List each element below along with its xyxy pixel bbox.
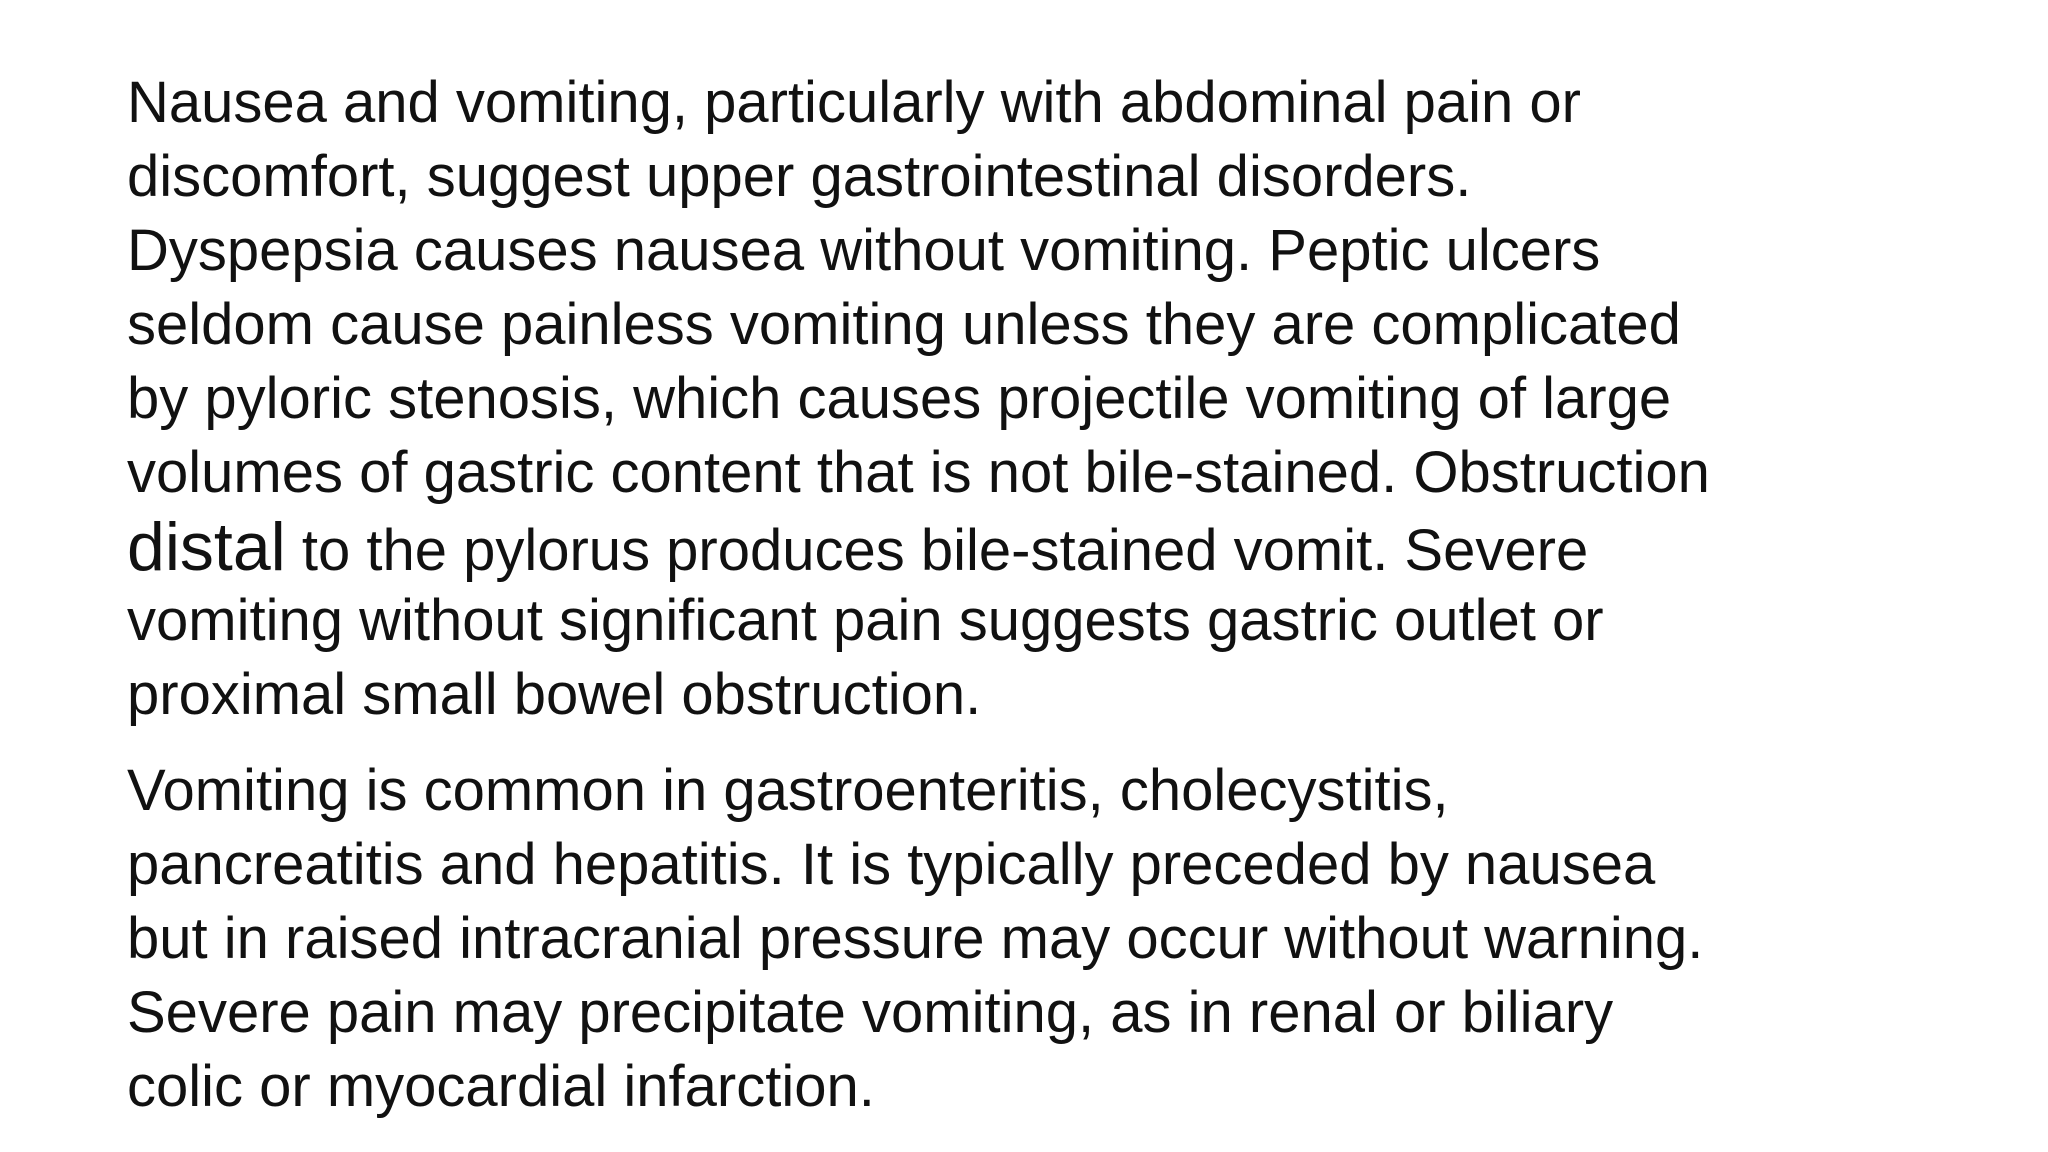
paragraph-1-line: volumes of gastric content that is not bile-stained. Obstruction (127, 440, 1710, 505)
slide-text-body (127, 66, 1947, 1124)
paragraph-1-line: proximal small bowel obstruction. (127, 662, 982, 727)
paragraph-2-line: Severe pain may precipitate vomiting, as in renal or biliary (127, 980, 1614, 1045)
paragraph-1-line: Dyspepsia causes nausea without vomiting. Peptic ulcers (127, 218, 1601, 283)
emphasized-word: distal (127, 509, 286, 585)
paragraph-2-line: colic or myocardial infarction. (127, 1054, 875, 1119)
paragraph-1-line (127, 510, 1947, 584)
paragraph-1 (127, 66, 1947, 732)
paragraph-1-line: by pyloric stenosis, which causes projectile vomiting of large (127, 366, 1672, 431)
paragraph-1-line: seldom cause painless vomiting unless they are complicated (127, 292, 1681, 357)
paragraph-2-line: pancreatitis and hepatitis. It is typically preceded by nausea (127, 832, 1656, 897)
paragraph-1-line: discomfort, suggest upper gastrointestinal disorders. (127, 144, 1472, 209)
line-continuation: to the pylorus produces bile-stained vomit. Severe (285, 518, 1589, 583)
paragraph-1-line: Nausea and vomiting, particularly with abdominal pain or (127, 70, 1581, 135)
paragraph-spacer (127, 732, 1947, 754)
paragraph-1-line: vomiting without significant pain suggests gastric outlet or (127, 588, 1604, 653)
paragraph-2-line: Vomiting is common in gastroenteritis, cholecystitis, (127, 758, 1449, 823)
paragraph-2-line: but in raised intracranial pressure may occur without warning. (127, 906, 1704, 971)
paragraph-2 (127, 754, 1947, 1124)
